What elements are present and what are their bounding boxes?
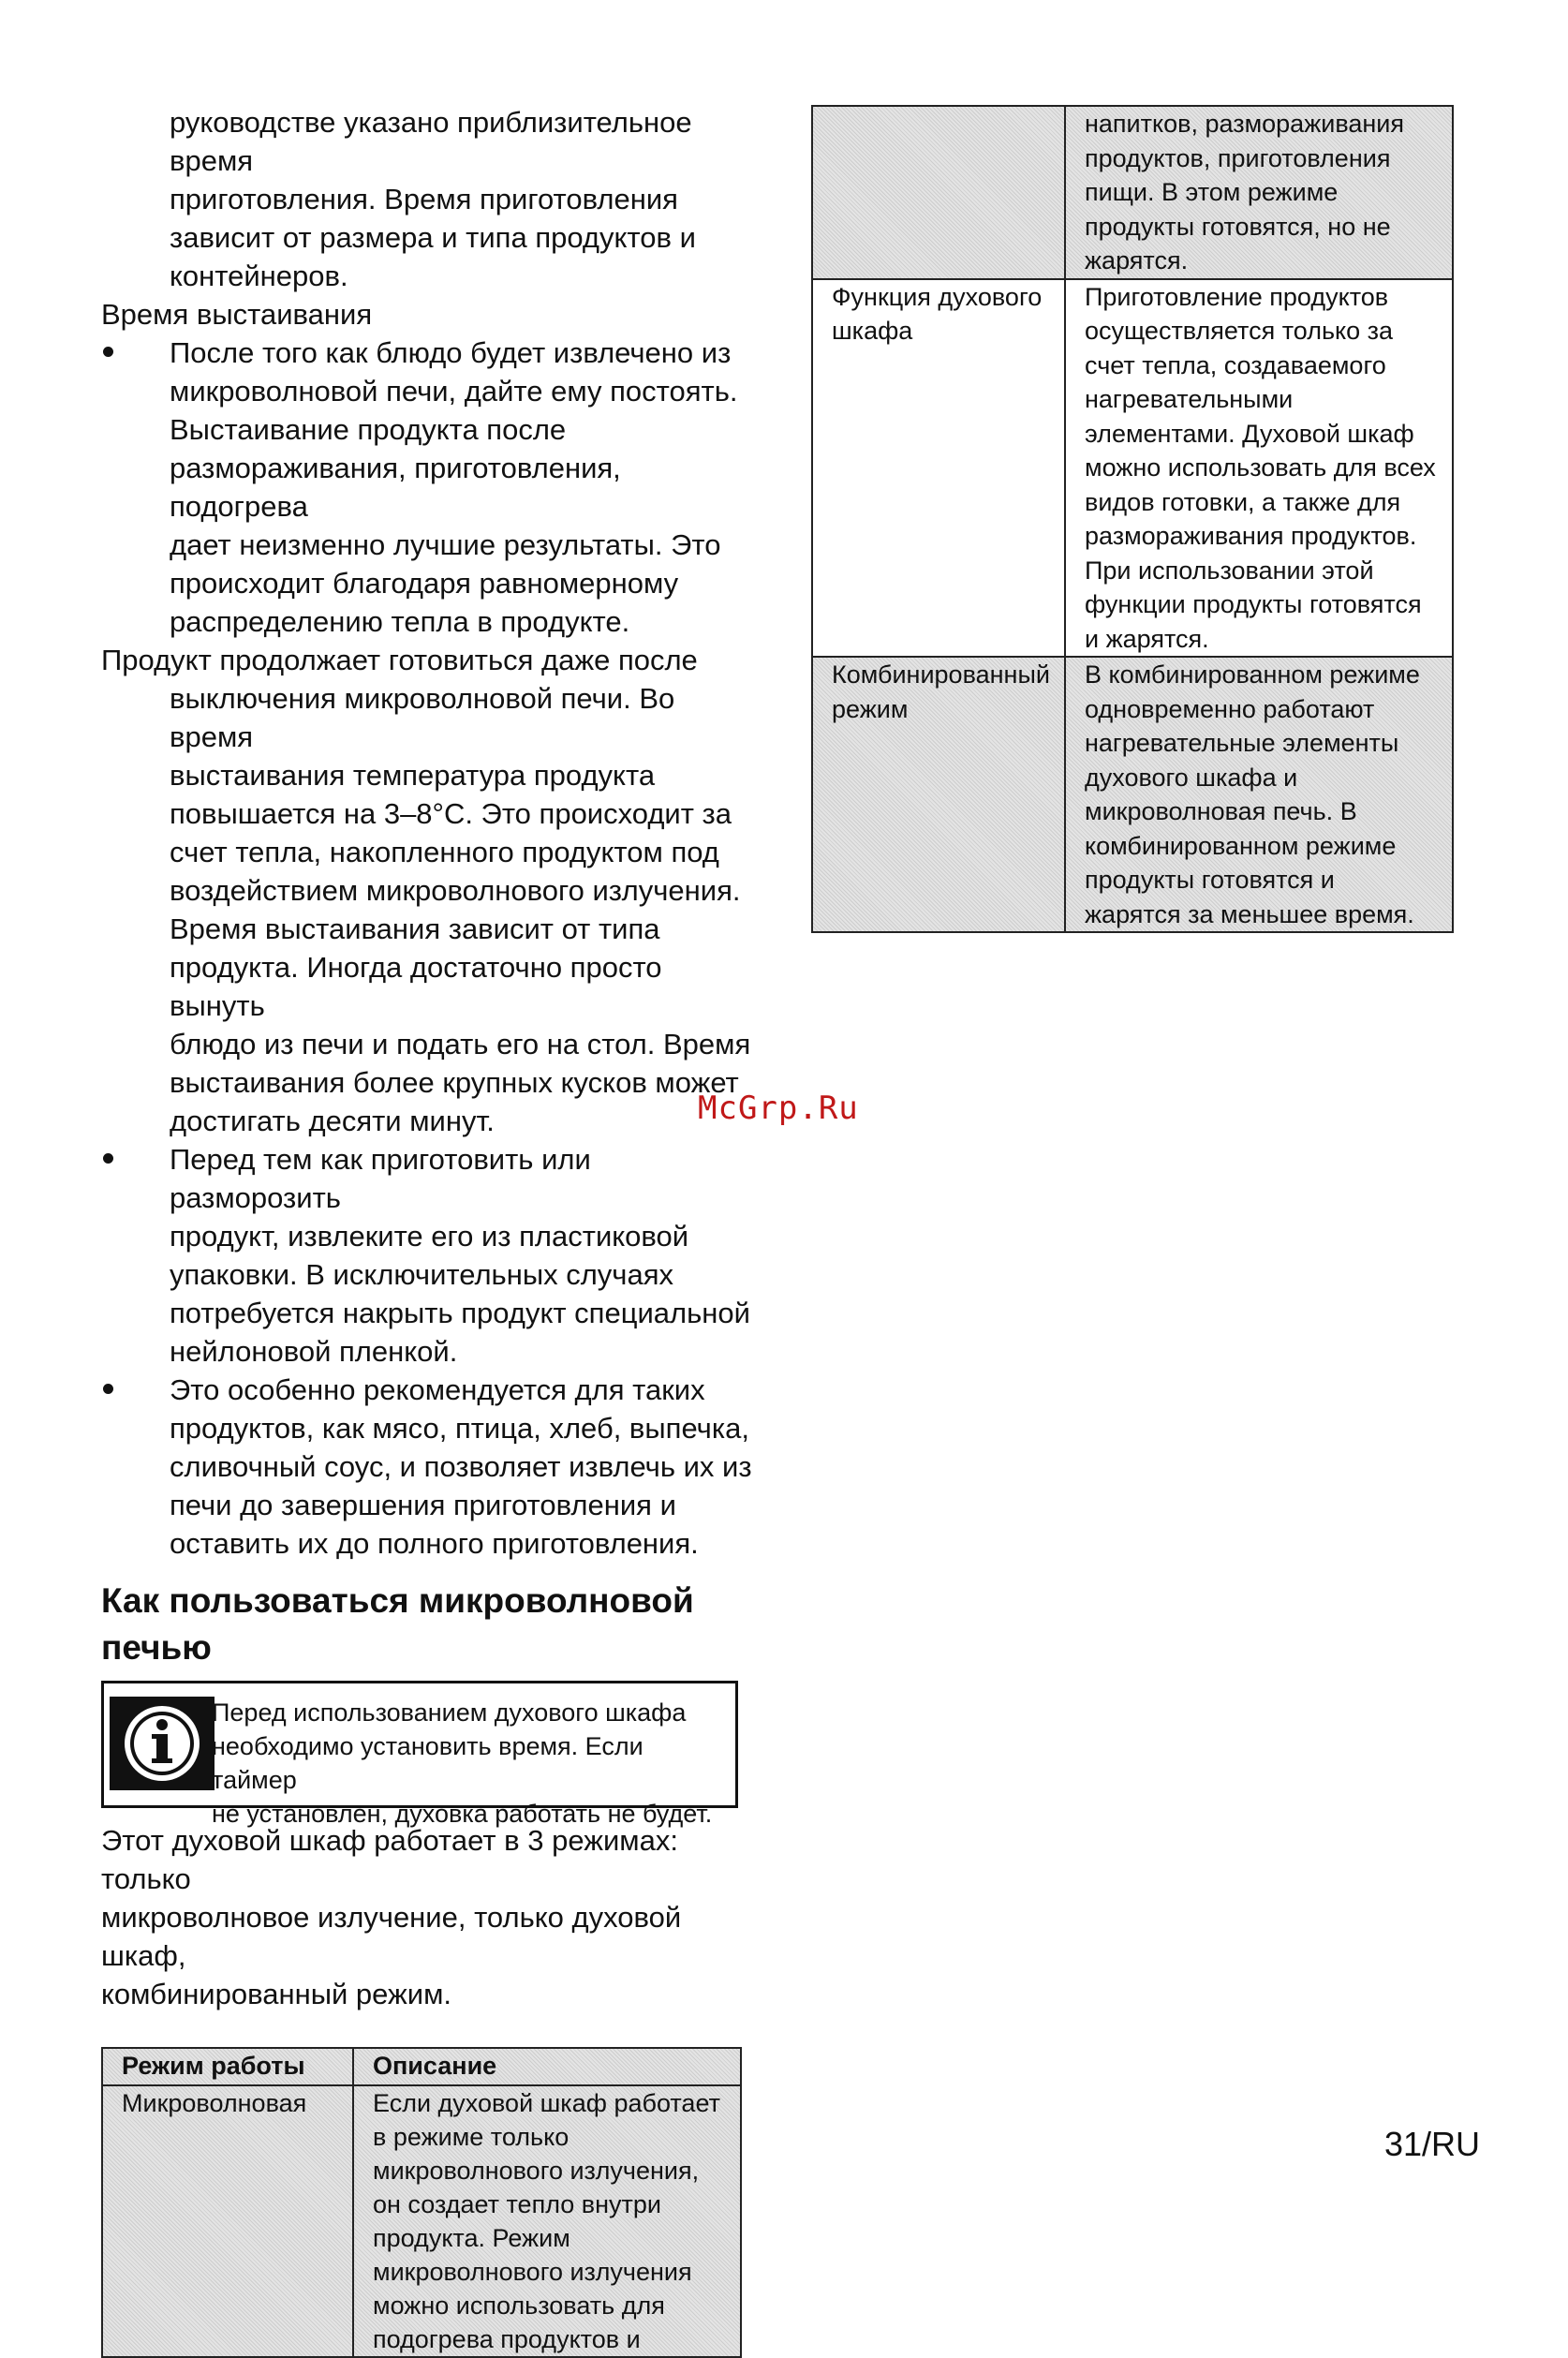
- text-line: элементами. Духовой шкаф: [1085, 419, 1414, 448]
- text-line: упаковки. В исключительных случаях: [170, 1258, 673, 1291]
- text-line: печи до завершения приготовления и: [170, 1489, 676, 1521]
- text-line: микроволновая печь. В: [1085, 797, 1357, 825]
- text-line: повышается на 3–8°C. Это происходит за: [170, 797, 732, 830]
- mode-table-continued: [811, 105, 1454, 933]
- text-line: Перед использованием духового шкафа: [212, 1698, 687, 1727]
- text-line: подогрева продуктов и: [373, 2325, 641, 2353]
- text-line: Функция духового: [832, 282, 1043, 311]
- text-line: необходимо установить время. Если таймер: [212, 1732, 643, 1794]
- text-line: микроволнового излучения: [373, 2258, 692, 2286]
- text-line: приготовления. Время приготовления: [170, 183, 678, 215]
- left-column: [101, 103, 757, 2358]
- description-cell: [1065, 279, 1453, 658]
- text-line: В комбинированном режиме: [1085, 660, 1420, 689]
- text-line: нагревательными: [1085, 385, 1294, 413]
- text-line: микроволнового излучения,: [373, 2157, 700, 2185]
- intro-paragraph: [101, 103, 757, 295]
- text-line: блюдо из печи и подать его на стол. Время: [170, 1028, 751, 1060]
- text-line: происходит благодаря равномерному: [170, 567, 679, 600]
- text-line: нейлоновой пленкой.: [170, 1335, 458, 1368]
- text-line: выстаивания более крупных кусков может: [170, 1066, 739, 1099]
- text-line: шкафа: [832, 317, 913, 345]
- text-line: продукт, извлеките его из пластиковой: [170, 1220, 689, 1253]
- text-line: Перед тем как приготовить или разморозить: [170, 1143, 591, 1214]
- text-line: счет тепла, накопленного продуктом под: [170, 836, 719, 868]
- text-line: сливочный соус, и позволяет извлечь их из: [170, 1450, 752, 1483]
- mode-cell: [812, 657, 1065, 932]
- bullet-icon: [103, 1153, 113, 1164]
- text-line: осуществляется только за: [1085, 317, 1394, 345]
- text-line: Выстаивание продукта после: [170, 413, 567, 446]
- text-line: Комбинированный: [832, 660, 1050, 689]
- mode-cell: [812, 279, 1065, 658]
- text-line: Если духовой шкаф работает: [373, 2089, 720, 2117]
- header-description: Описание: [353, 2048, 741, 2085]
- text-line: и жарятся.: [1085, 624, 1209, 653]
- text-line: размораживания, приготовления, подогрева: [170, 452, 621, 523]
- text-line: выстаивания температура продукта: [170, 759, 656, 792]
- text-line: Микроволновая: [122, 2089, 307, 2117]
- text-line: не установлен, духовка работать не будет.: [212, 1800, 713, 1828]
- mode-table: [101, 2047, 742, 2358]
- text-line: распределению тепла в продукте.: [170, 605, 630, 638]
- text-line: нагревательные элементы: [1085, 729, 1399, 757]
- section-heading: Как пользоваться микроволновой печью: [101, 1581, 694, 1667]
- text-line: комбинированном режиме: [1085, 831, 1397, 860]
- text-line: При использовании этой: [1085, 556, 1374, 585]
- text-line: Приготовление продуктов: [1085, 282, 1389, 311]
- text-line: он создает тепло внутри: [373, 2190, 661, 2218]
- text-line: продукта. Режим: [373, 2224, 570, 2252]
- header-mode: Режим работы: [102, 2048, 353, 2085]
- description-cell: [1065, 657, 1453, 932]
- text-line: оставить их до полного приготовления.: [170, 1527, 699, 1560]
- mode-cell: [102, 2085, 353, 2357]
- text-line: зависит от размера и типа продуктов и: [170, 221, 696, 254]
- description-cell: [353, 2085, 741, 2357]
- text-line: После того как блюдо будет извлечено из: [170, 336, 732, 369]
- text-line: духового шкафа и: [1085, 763, 1298, 792]
- text-line: дает неизменно лучшие результаты. Это: [170, 528, 721, 561]
- bullet-item: [101, 1140, 757, 1371]
- text-line: достигать десяти минут.: [170, 1105, 495, 1137]
- text-line: функции продукты готовятся: [1085, 590, 1422, 618]
- page-number: 31/RU: [1384, 2125, 1481, 2163]
- table-row: [812, 279, 1453, 658]
- text-line: Продукт продолжает готовиться даже после: [101, 644, 698, 676]
- table-row: [102, 2085, 741, 2357]
- bullet-icon: [103, 1384, 113, 1394]
- text-line: контейнеров.: [170, 260, 348, 292]
- continue-paragraph: [101, 641, 757, 1140]
- text-line: Это особенно рекомендуется для таких: [170, 1373, 705, 1406]
- text-line: можно использовать для всех: [1085, 453, 1436, 482]
- text-line: Этот духовой шкаф работает в 3 режимах: только: [101, 1824, 678, 1895]
- text-line: размораживания продуктов.: [1085, 522, 1417, 550]
- text-line: Время выстаивания зависит от типа: [170, 912, 660, 945]
- table-row: [812, 657, 1453, 932]
- text-line: видов готовки, а также для: [1085, 487, 1401, 516]
- text-line: руководстве указано приблизительное время: [170, 106, 692, 177]
- text-line: воздействием микроволнового излучения.: [170, 874, 741, 907]
- watermark: McGrp.Ru: [698, 1090, 859, 1127]
- text-line: жарятся.: [1085, 246, 1189, 274]
- table-row: [812, 106, 1453, 279]
- text-line: счет тепла, создаваемого: [1085, 350, 1386, 379]
- bullet-item: [101, 1371, 757, 1563]
- text-line: можно использовать для: [373, 2291, 665, 2320]
- text-line: продукта. Иногда достаточно просто вынуть: [170, 951, 662, 1022]
- info-icon: [110, 1697, 214, 1790]
- text-line: потребуется накрыть продукт специальной: [170, 1297, 750, 1329]
- text-line: напитков, размораживания: [1085, 110, 1405, 138]
- description-cell: [1065, 106, 1453, 279]
- text-line: комбинированный режим.: [101, 1978, 452, 2010]
- text-line: жарятся за меньшее время.: [1085, 899, 1414, 928]
- text-line: режим: [832, 694, 909, 723]
- modes-paragraph: [101, 1821, 757, 2013]
- text-line: одновременно работают: [1085, 694, 1375, 723]
- bullet-item: [101, 334, 757, 641]
- text-line: микроволновое излучение, только духовой шкаф,: [101, 1901, 682, 1972]
- text-line: выключения микроволновой печи. Во время: [170, 682, 675, 753]
- bullet-icon: [103, 347, 113, 357]
- text-line: пищи. В этом режиме: [1085, 178, 1339, 206]
- mode-cell: [812, 106, 1065, 279]
- text-line: продуктов, как мясо, птица, хлеб, выпечка,: [170, 1412, 749, 1445]
- table-header-row: [102, 2048, 741, 2085]
- text-line: продукты готовятся и: [1085, 866, 1335, 894]
- text-line: в режиме только: [373, 2123, 570, 2151]
- text-line: продукты готовятся, но не: [1085, 212, 1391, 241]
- standing-time-heading: Время выстаивания: [101, 298, 373, 331]
- info-text: [212, 1696, 726, 1831]
- text-line: продуктов, приготовления: [1085, 143, 1391, 172]
- text-line: микроволновой печи, дайте ему постоять.: [170, 375, 738, 408]
- info-notice: [101, 1681, 738, 1828]
